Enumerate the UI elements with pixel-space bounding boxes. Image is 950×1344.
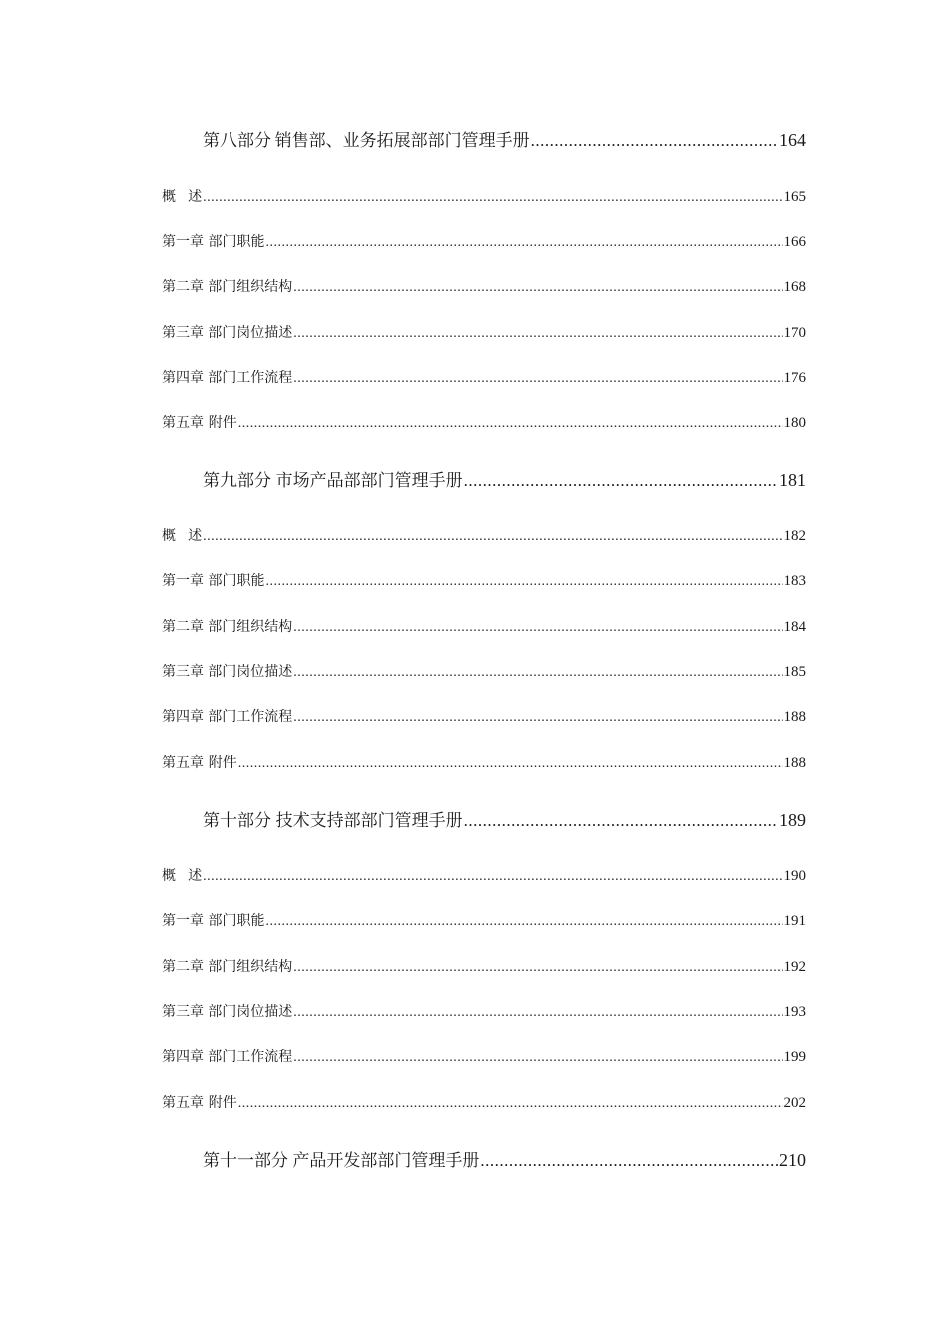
part-label: 第八部分 xyxy=(203,131,271,151)
page-number: 202 xyxy=(783,1095,806,1111)
chapter-label: 概 xyxy=(162,868,176,884)
page-number: 191 xyxy=(783,913,806,929)
toc-chapter[interactable] xyxy=(162,1092,806,1112)
chapter-label: 第一章 xyxy=(162,234,204,250)
toc-part-8[interactable] xyxy=(203,126,806,151)
page-number: 176 xyxy=(783,370,806,386)
chapter-title: 附件 xyxy=(208,755,237,771)
chapter-title: 附件 xyxy=(208,1095,237,1111)
dot-leader xyxy=(531,131,778,151)
chapter-title: 述 xyxy=(188,528,203,544)
dot-leader xyxy=(203,529,782,545)
toc-chapter[interactable] xyxy=(162,1046,806,1066)
toc-chapter[interactable] xyxy=(162,186,806,206)
page-number: 190 xyxy=(783,868,806,884)
chapter-title: 部门工作流程 xyxy=(208,370,293,386)
chapter-label: 第二章 xyxy=(162,959,204,975)
dot-leader xyxy=(293,710,782,726)
chapter-label: 概 xyxy=(162,528,176,544)
toc-chapter[interactable] xyxy=(162,706,806,726)
dot-leader xyxy=(203,869,782,885)
page-number: 192 xyxy=(783,959,806,975)
dot-leader xyxy=(293,960,782,976)
chapter-label: 第三章 xyxy=(162,1004,204,1020)
page-number: 184 xyxy=(783,619,806,635)
toc-chapter[interactable] xyxy=(162,616,806,636)
toc-chapter[interactable] xyxy=(162,322,806,342)
chapter-label: 第一章 xyxy=(162,573,204,589)
page-number: 168 xyxy=(783,279,806,295)
dot-leader xyxy=(293,326,782,342)
chapter-title: 部门职能 xyxy=(208,913,265,929)
toc-part-10[interactable] xyxy=(203,806,806,831)
chapter-label: 第三章 xyxy=(162,325,204,341)
page-number: 182 xyxy=(783,528,806,544)
part-title: 技术支持部部门管理手册 xyxy=(275,811,463,831)
page-number: 170 xyxy=(783,325,806,341)
page-number: 166 xyxy=(783,234,806,250)
toc-part-9[interactable] xyxy=(203,466,806,491)
chapter-label: 第五章 xyxy=(162,1095,204,1111)
toc-part-11[interactable] xyxy=(203,1146,806,1171)
chapter-title: 部门职能 xyxy=(208,573,265,589)
chapter-label: 第二章 xyxy=(162,619,204,635)
page-number: 189 xyxy=(779,810,806,830)
part-title: 产品开发部部门管理手册 xyxy=(292,1151,480,1171)
dot-leader xyxy=(238,416,783,432)
chapter-label: 第四章 xyxy=(162,370,204,386)
dot-leader xyxy=(238,1096,783,1112)
chapter-label: 概 xyxy=(162,189,176,205)
page-number: 181 xyxy=(779,470,806,490)
dot-leader xyxy=(293,1005,782,1021)
dot-leader xyxy=(203,190,782,206)
part-title: 市场产品部部门管理手册 xyxy=(275,471,463,491)
dot-leader xyxy=(480,1151,778,1171)
dot-leader xyxy=(265,235,782,251)
dot-leader xyxy=(265,914,782,930)
chapter-title: 部门组织结构 xyxy=(208,279,293,295)
toc-chapter[interactable] xyxy=(162,752,806,772)
toc-chapter[interactable] xyxy=(162,525,806,545)
chapter-label: 第二章 xyxy=(162,279,204,295)
chapter-title: 部门工作流程 xyxy=(208,709,293,725)
toc-chapter[interactable] xyxy=(162,956,806,976)
page-number: 199 xyxy=(783,1049,806,1065)
dot-leader xyxy=(464,811,778,831)
chapter-title: 部门组织结构 xyxy=(208,959,293,975)
toc-chapter[interactable] xyxy=(162,231,806,251)
toc-chapter[interactable] xyxy=(162,910,806,930)
page-number: 165 xyxy=(783,189,806,205)
page-number: 210 xyxy=(779,1150,806,1170)
dot-leader xyxy=(293,1050,782,1066)
toc-chapter[interactable] xyxy=(162,276,806,296)
toc-chapter[interactable] xyxy=(162,1001,806,1021)
chapter-title: 附件 xyxy=(208,415,237,431)
dot-leader xyxy=(265,574,782,590)
chapter-title: 述 xyxy=(188,189,203,205)
chapter-title: 述 xyxy=(188,868,203,884)
dot-leader xyxy=(293,620,782,636)
part-label: 第九部分 xyxy=(203,471,271,491)
toc-chapter[interactable] xyxy=(162,865,806,885)
chapter-label: 第四章 xyxy=(162,1049,204,1065)
page-number: 188 xyxy=(783,709,806,725)
part-title: 销售部、业务拓展部部门管理手册 xyxy=(274,131,530,151)
toc-chapter[interactable] xyxy=(162,661,806,681)
page-number: 183 xyxy=(783,573,806,589)
page-number: 188 xyxy=(783,755,806,771)
chapter-title: 部门职能 xyxy=(208,234,265,250)
dot-leader xyxy=(293,280,782,296)
chapter-title: 部门岗位描述 xyxy=(208,664,293,680)
part-label: 第十一部分 xyxy=(203,1151,288,1171)
chapter-title: 部门工作流程 xyxy=(208,1049,293,1065)
toc-chapter[interactable] xyxy=(162,412,806,432)
page-number: 164 xyxy=(779,130,806,150)
chapter-title: 部门岗位描述 xyxy=(208,325,293,341)
chapter-title: 部门岗位描述 xyxy=(208,1004,293,1020)
chapter-label: 第四章 xyxy=(162,709,204,725)
chapter-label: 第三章 xyxy=(162,664,204,680)
part-label: 第十部分 xyxy=(203,811,271,831)
page-number: 180 xyxy=(783,415,806,431)
dot-leader xyxy=(293,371,782,387)
chapter-label: 第五章 xyxy=(162,415,204,431)
page-number: 193 xyxy=(783,1004,806,1020)
page-number: 185 xyxy=(783,664,806,680)
chapter-title: 部门组织结构 xyxy=(208,619,293,635)
chapter-label: 第一章 xyxy=(162,913,204,929)
chapter-label: 第五章 xyxy=(162,755,204,771)
toc-chapter[interactable] xyxy=(162,570,806,590)
dot-leader xyxy=(464,471,778,491)
dot-leader xyxy=(293,665,782,681)
dot-leader xyxy=(238,756,783,772)
toc-chapter[interactable] xyxy=(162,367,806,387)
